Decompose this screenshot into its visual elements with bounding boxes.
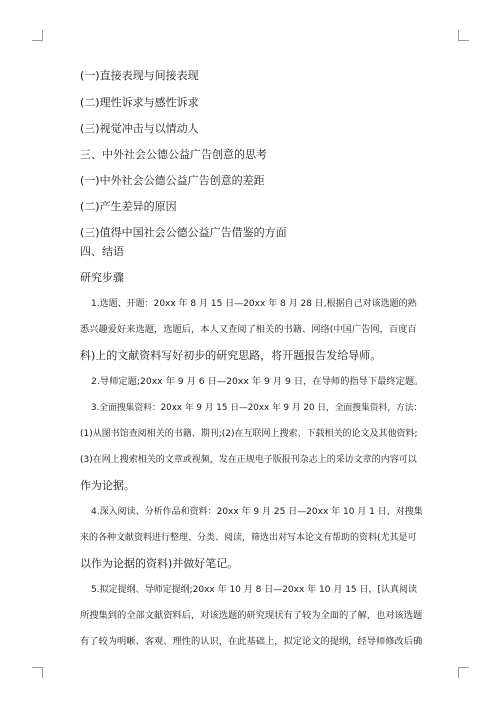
paragraph-line: (3)在网上搜索相关的文章或视频，发在正规电子版报刊杂志上的采访文章的内容可以 <box>80 455 417 465</box>
paragraph-line: 所搜集到的全部文献资料后，对该选题的研究现状有了较为全面的了解，也对该选题 <box>80 610 423 621</box>
section-heading: 四、结语 <box>80 245 124 258</box>
crop-mark-top-left <box>32 30 43 41</box>
paragraph-line: 4.深入阅读、分析作品和资料：20xx 年 9 月 25 日—20xx 年 10 月 1 日，对搜集 <box>91 507 423 517</box>
outline-item: (三)值得中国社会公德公益广告借鉴的方面 <box>80 226 287 239</box>
outline-item: (三)视觉冲击与以情动人 <box>80 122 199 135</box>
section-heading: 研究步骤 <box>80 271 124 284</box>
crop-mark-top-right <box>458 30 469 41</box>
crop-mark-bottom-left <box>32 667 43 678</box>
paragraph-line: 3.全面搜集资料：20xx 年 9 月 15 日—20xx 年 9 月 20 日，全面搜集资料，方法： <box>91 403 423 413</box>
section-heading: 三、中外社会公德公益广告创意的思考 <box>80 148 267 161</box>
paragraph-line: 1.选题、开题：20xx 年 8 月 15 日—20xx 年 8 月 28 日,根据自己对该选题的熟 <box>91 299 417 309</box>
outline-item: (一)中外社会公德公益广告创意的差距 <box>80 174 265 187</box>
paragraph-line: 作为论据。 <box>80 479 135 492</box>
paragraph-line: 来的各种文献资料进行整理、分类、阅读，筛选出对写本论文有帮助的资料(尤其是可 <box>80 533 417 543</box>
paragraph-line: 2.导师定题;20xx 年 9 月 6 日—20xx 年 9 月 9 日，在导师的指导下最终定题。 <box>91 376 424 387</box>
crop-mark-bottom-right <box>458 667 469 678</box>
paragraph-line: 悉兴趣爱好来选题，选题后，本人又查阅了相关的书籍、网络(中国广告网，百度百 <box>80 324 417 335</box>
paragraph-line: 5.拟定提纲、导师定提纲;20xx 年 10 月 8 日—20xx 年 10 月 15 日，[认真阅读 <box>91 585 418 595</box>
outline-item: (一)直接表现与间接表现 <box>80 69 199 82</box>
paragraph-line: (1)从图书馆查阅相关的书籍、期刊;(2)在互联网上搜索、下载相关的论文及其他资料; <box>80 429 418 439</box>
paragraph-line: 以作为论据的资料)并做好笔记。 <box>80 557 239 570</box>
paragraph-line: 科)上的文献资料写好初步的研究思路，将开题报告发给导师。 <box>80 349 382 362</box>
outline-item: (二)产生差异的原因 <box>80 200 177 213</box>
paragraph-line: 有了较为明晰、客观、理性的认识，在此基础上，拟定论文的提纲，经导师修改后确 <box>80 636 423 647</box>
outline-item: (二)理性诉求与感性诉求 <box>80 96 199 109</box>
